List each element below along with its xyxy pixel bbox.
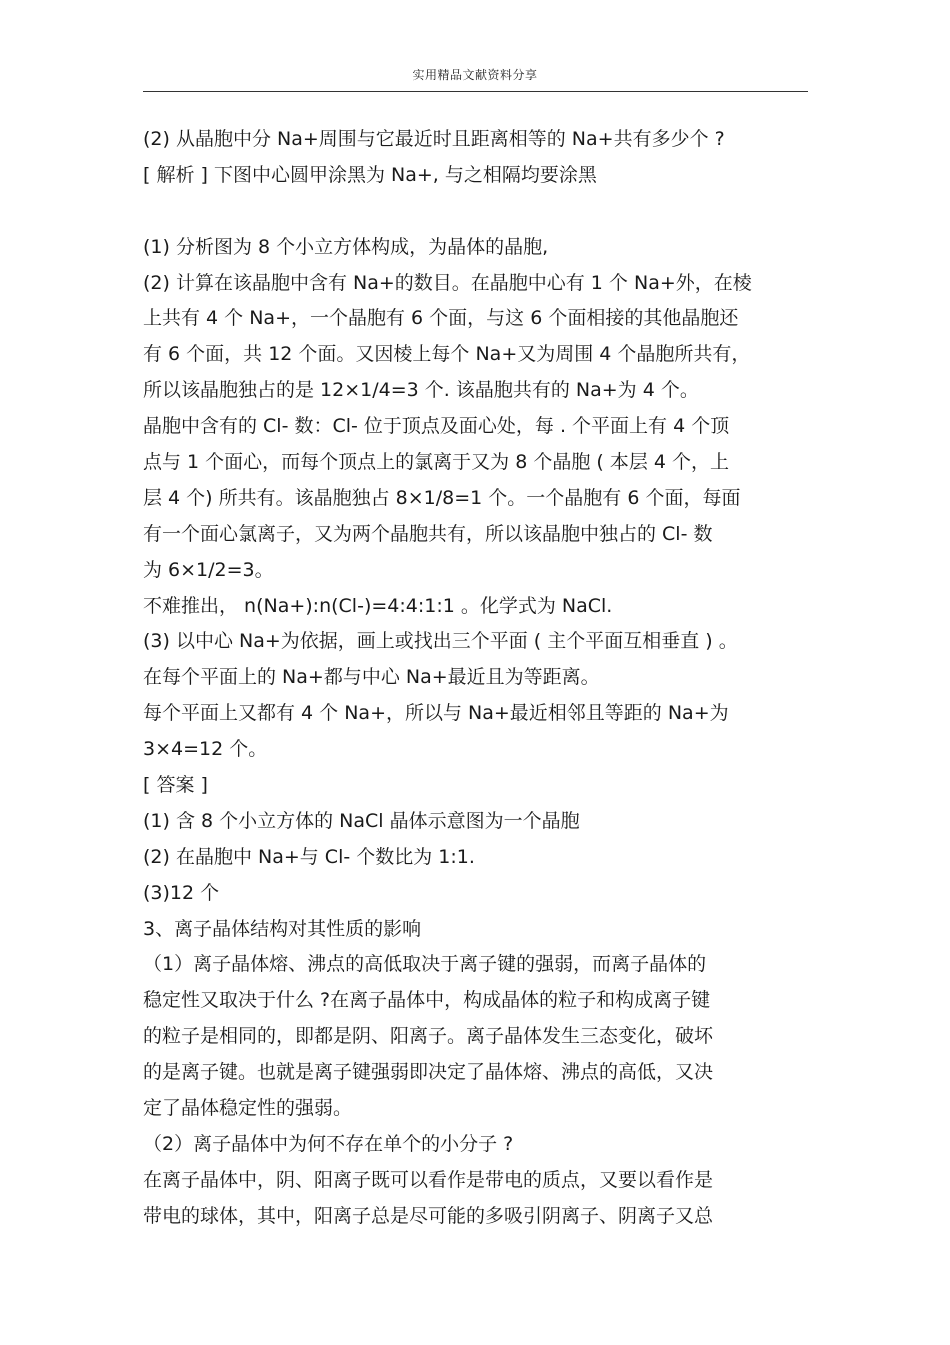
text-line: （2）离子晶体中为何不存在单个的小分子 ? — [143, 1132, 514, 1155]
text-line: 层 4 个) 所共有。该晶胞独占 8×1/8=1 个。一个晶胞有 6 个面，每面 — [143, 486, 741, 509]
text-line: 的粒子是相同的，即都是阴、阳离子。离子晶体发生三态变化，破坏 — [143, 1025, 714, 1048]
text-line: 每个平面上又都有 4 个 Na+，所以与 Na+最近相邻且等距的 Na+为 — [143, 702, 729, 725]
text-line: (2) 从晶胞中分 Na+周围与它最近时且距离相等的 Na+共有多少个 ? — [143, 128, 725, 150]
text-line: (3) 以中心 Na+为依据，画上或找出三个平面 ( 主个平面互相垂直 ) 。 — [143, 630, 738, 653]
text-line: 稳定性又取决于什么 ?在离子晶体中，构成晶体的粒子和构成离子键 — [143, 989, 711, 1012]
blank-gap — [143, 194, 813, 230]
text-line: (3)12 个 — [143, 881, 220, 904]
text-line: 的是离子键。也就是离子键强弱即决定了晶体熔、沸点的高低，又决 — [143, 1061, 714, 1084]
text-line: [ 解析 ] 下图中心圆甲涂黑为 Na+, 与之相隔均要涂黑 — [143, 163, 597, 186]
page-header: 实用精品文献资料分享 — [412, 68, 538, 82]
text-line: (1) 分析图为 8 个小立方体构成，为晶体的晶胞, — [143, 235, 549, 258]
text-line: 晶胞中含有的 Cl- 数：Cl- 位于顶点及面心处，每 . 个平面上有 4 个顶 — [143, 415, 730, 438]
document-body — [143, 122, 813, 1235]
text-line: 有一个面心氯离子，又为两个晶胞共有，所以该晶胞中独占的 Cl- 数 — [143, 522, 713, 545]
text-line: （1）离子晶体熔、沸点的高低取决于离子键的强弱，而离子晶体的 — [143, 953, 707, 976]
text-line: 3×4=12 个。 — [143, 738, 268, 761]
text-line: 有 6 个面，共 12 个面。又因棱上每个 Na+又为周围 4 个晶胞所共有， — [143, 343, 751, 366]
text-line: 为 6×1/2=3。 — [143, 558, 274, 581]
text-line: 不难推出， n(Na+):n(Cl-)=4:4:1:1 。化学式为 NaCl. — [143, 594, 613, 617]
text-line: (2) 计算在该晶胞中含有 Na+的数目。在晶胞中心有 1 个 Na+外，在棱 — [143, 271, 752, 294]
text-line: 带电的球体，其中，阳离子总是尽可能的多吸引阴离子、阴离子又总 — [143, 1204, 714, 1227]
answer-heading: [ 答案 ] — [143, 774, 208, 797]
header-rule — [143, 91, 808, 92]
text-line: 上共有 4 个 Na+，一个晶胞有 6 个面，与这 6 个面相接的其他晶胞还 — [143, 307, 739, 330]
section-heading: 3、离子晶体结构对其性质的影响 — [143, 917, 422, 940]
text-line: 在离子晶体中，阴、阳离子既可以看作是带电的质点，又要以看作是 — [143, 1168, 714, 1191]
text-line: 点与 1 个面心，而每个顶点上的氯离于又为 8 个晶胞 ( 本层 4 个，上 — [143, 451, 729, 474]
text-line: 在每个平面上的 Na+都与中心 Na+最近且为等距离。 — [143, 666, 600, 689]
text-line: 定了晶体稳定性的强弱。 — [143, 1097, 353, 1120]
text-line: (1) 含 8 个小立方体的 NaCl 晶体示意图为一个晶胞 — [143, 809, 580, 832]
text-line: 所以该晶胞独占的是 12×1/4=3 个. 该晶胞共有的 Na+为 4 个。 — [143, 379, 699, 402]
text-line: (2) 在晶胞中 Na+与 Cl- 个数比为 1:1. — [143, 845, 475, 868]
